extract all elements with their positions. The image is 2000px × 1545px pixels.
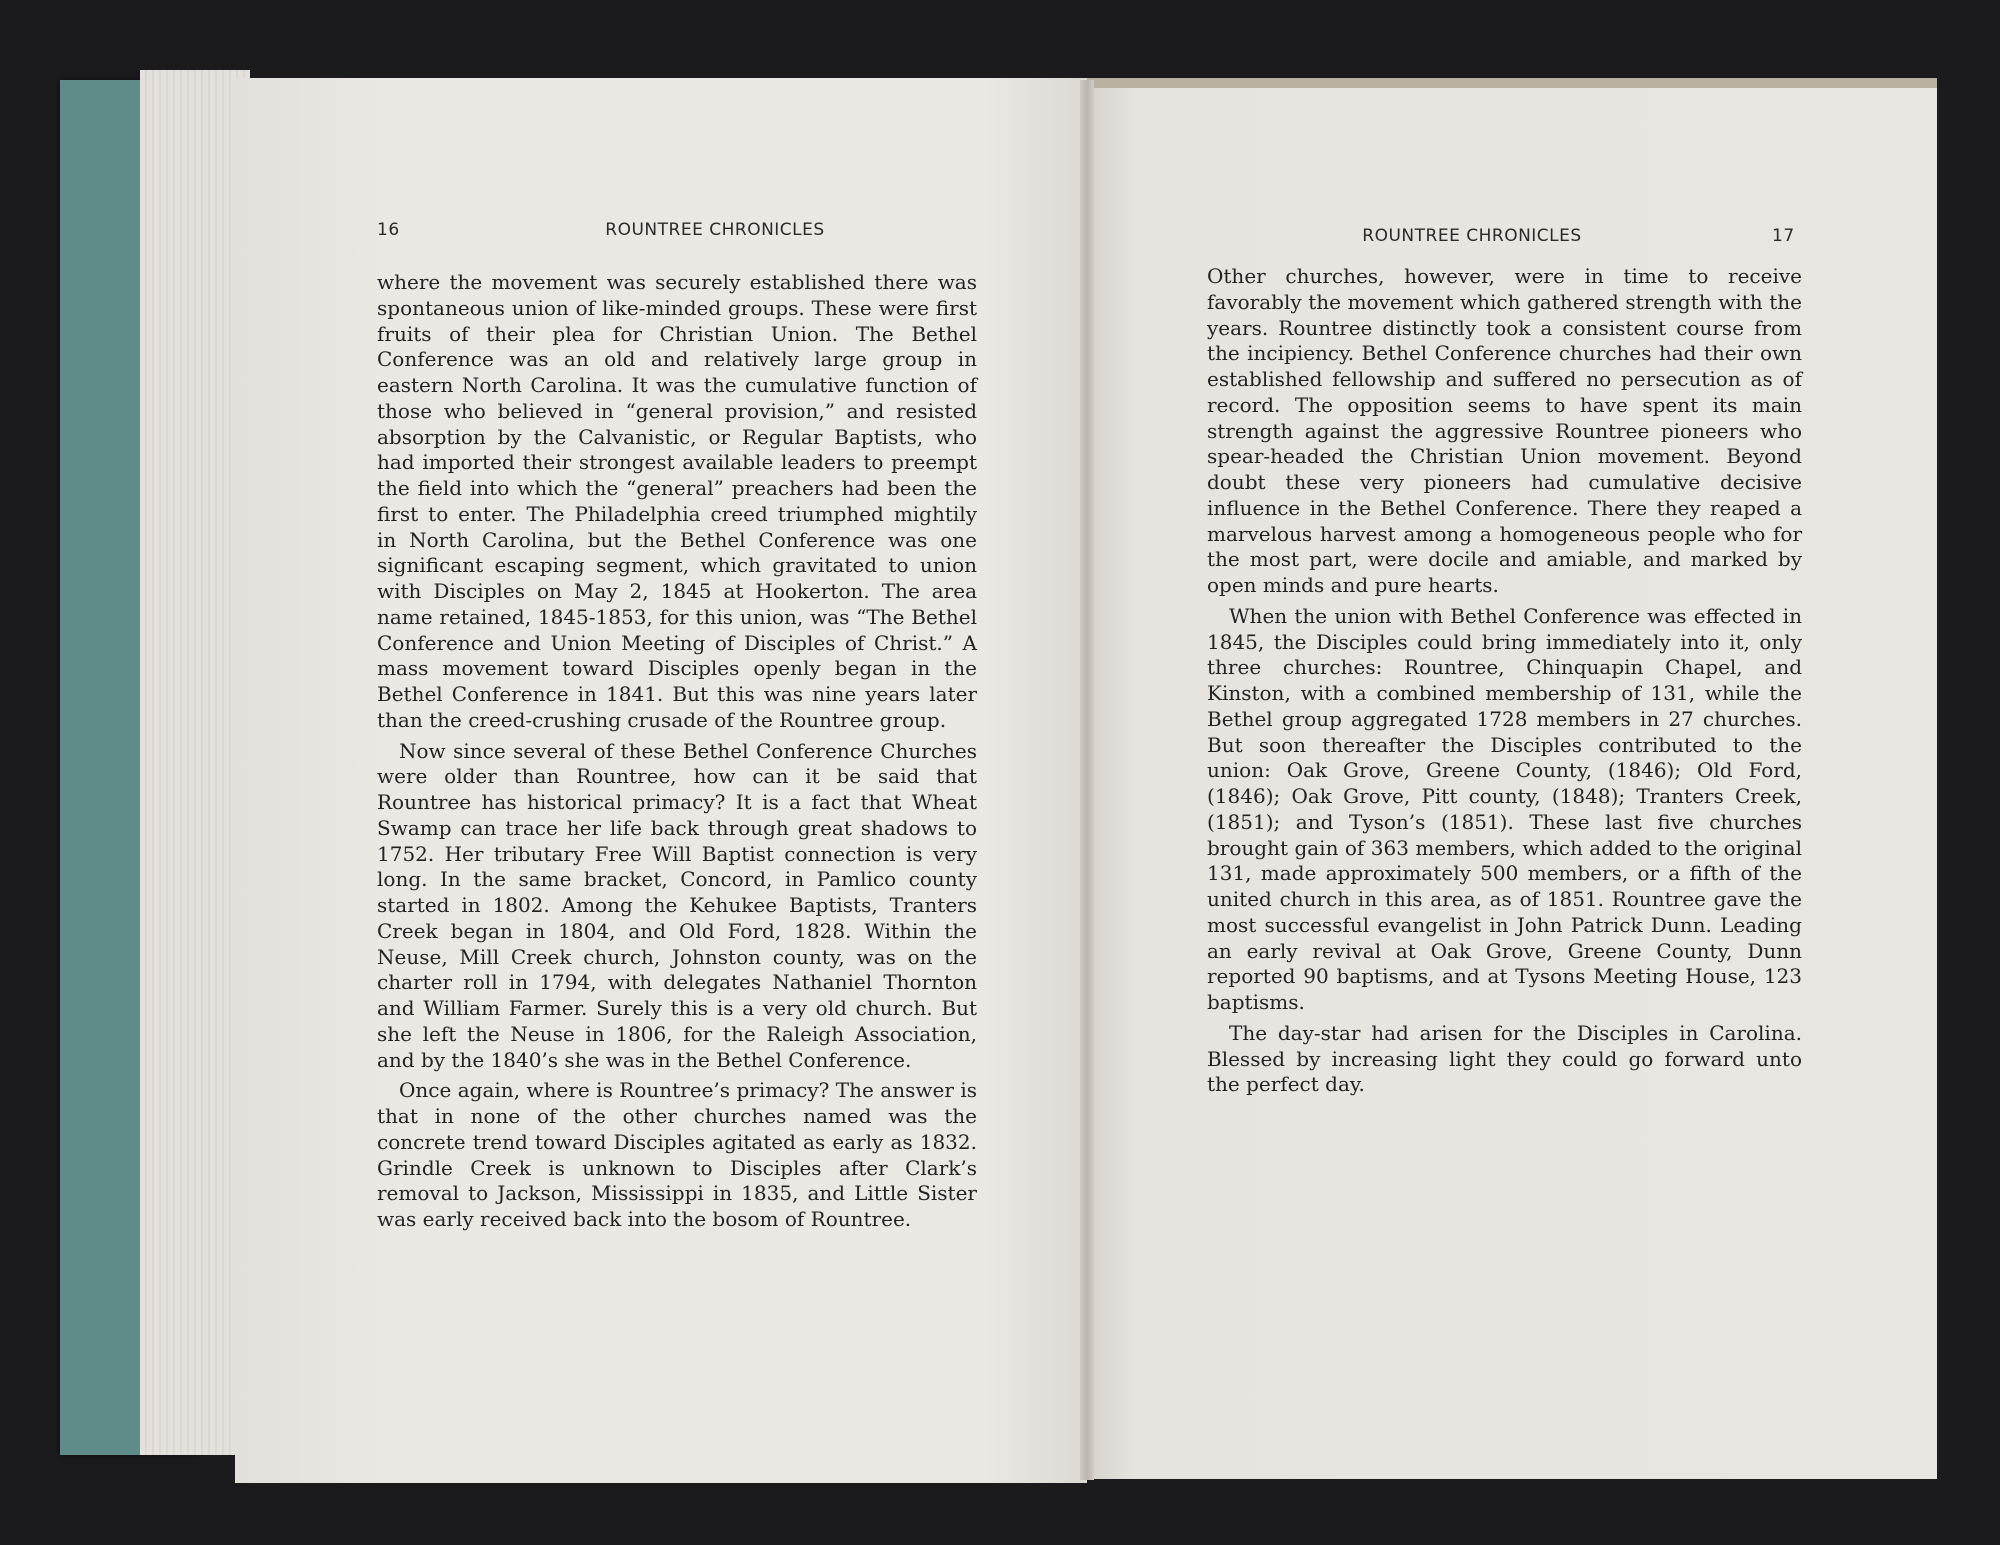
- page-number: 17: [1772, 226, 1795, 246]
- left-page: [235, 78, 1087, 1483]
- running-head: ROUNTREE CHRONICLES: [605, 220, 825, 240]
- paragraph: The day-star had arisen for the Disciples in Carolina. Blessed by increasing light they could go forward unto the perfect day.: [1207, 1020, 1802, 1097]
- page-top-edge: [1087, 78, 1937, 88]
- body-text: [377, 270, 977, 1233]
- right-page: [1087, 84, 1937, 1479]
- page-edges: [140, 70, 250, 1455]
- running-head: ROUNTREE CHRONICLES: [1362, 226, 1582, 246]
- book-gutter: [1080, 80, 1094, 1480]
- paragraph: Now since several of these Bethel Conference Churches were older than Rountree, how can it be said that Rountree has historical primacy? It is a fact that Wheat Swamp can trace her life back through great shadows to 1752. Her tributary Free Will Baptist connection is very long. In the same bracket, Concord, in Pamlico county started in 1802. Among the Kehukee Baptists, Tranters Creek began in 1804, and Old Ford, 1828. Within the Neuse, Mill Creek church, Johnston county, was on the charter roll in 1794, with delegates Nathaniel Thornton and William Farmer. Surely this is a very old church. But she left the Neuse in 1806, for the Raleigh Association, and by the 1840’s she was in the Bethel Conference.: [377, 738, 977, 1072]
- page-number: 16: [377, 220, 400, 240]
- paragraph: Other churches, however, were in time to receive favorably the movement which gathered strength with the years. Rountree distinctly took a consistent course from the incipiency. Bethel Conference churches had their own established fellowship and suffered no persecution as of record. The opposition seems to have spent its main strength against the aggressive Rountree pioneers who spear-headed the Christian Union movement. Beyond doubt these very pioneers had cumulative decisive influence in the Bethel Conference. There they reaped a marvelous harvest among a homogeneous people who for the most part, were docile and amiable, and marked by open minds and pure hearts.: [1207, 264, 1802, 597]
- body-text: [1207, 264, 1802, 1098]
- paragraph: Once again, where is Rountree’s primacy? The answer is that in none of the other churches named was the concrete trend toward Disciples agitated as early as 1832. Grindle Creek is unknown to Disciples after Clark’s removal to Jackson, Mississippi in 1835, and Little Sister was early received back into the bosom of Rountree.: [377, 1078, 977, 1231]
- paragraph: When the union with Bethel Conference was effected in 1845, the Disciples could bring immediately into it, only three churches: Rountree, Chinquapin Chapel, and Kinston, with a combined membership of 131, while the Bethel group aggregated 1728 members in 27 churches. But soon thereafter the Disciples contributed to the union: Oak Grove, Greene County, (1846); Old Ford, (1846); Oak Grove, Pitt county, (1848); Tranters Creek, (1851); and Tyson’s (1851). These last five churches brought gain of 363 members, which added to the original 131, made approximately 500 members, or a fifth of the united church in this area, as of 1851. Rountree gave the most successful evangelist in John Patrick Dunn. Leading an early revival at Oak Grove, Greene County, Dunn reported 90 baptisms, and at Tysons Meeting House, 123 baptisms.: [1207, 603, 1802, 1014]
- paragraph: where the movement was securely established there was spontaneous union of like-minded groups. These were first fruits of their plea for Christian Union. The Bethel Conference was an old and relatively large group in eastern North Carolina. It was the cumulative function of those who believed in “general provision,” and resisted absorption by the Calvanistic, or Regular Baptists, who had imported their strongest available leaders to preempt the field into which the “general” preachers had been the first to enter. The Philadelphia creed triumphed mightily in North Carolina, but the Bethel Conference was one significant escaping segment, which gravitated to union with Disciples on May 2, 1845 at Hookerton. The area name retained, 1845-1853, for this union, was “The Bethel Conference and Union Meeting of Disciples of Christ.” A mass movement toward Disciples openly began in the Bethel Conference in 1841. But this was nine years later than the creed-crushing crusade of the Rountree group.: [377, 270, 977, 732]
